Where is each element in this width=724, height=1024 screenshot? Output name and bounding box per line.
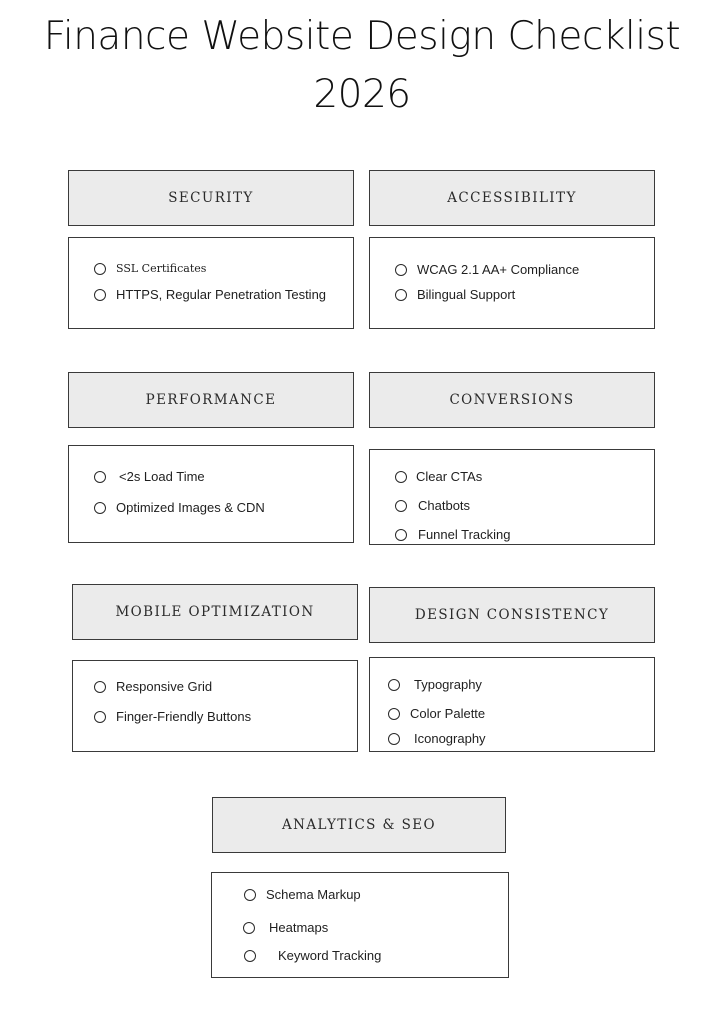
- checklist-item-label: Typography: [414, 677, 482, 692]
- checkbox-circle-icon[interactable]: [94, 502, 106, 514]
- checklist-card-conversions: [369, 449, 655, 545]
- checkbox-circle-icon[interactable]: [94, 681, 106, 693]
- checkbox-circle-icon[interactable]: [94, 711, 106, 723]
- checklist-item[interactable]: [94, 287, 326, 302]
- checklist-item-label: Iconography: [414, 731, 486, 746]
- checklist-item[interactable]: [244, 887, 361, 902]
- checklist-item[interactable]: [94, 500, 265, 515]
- checklist-item-label: Responsive Grid: [116, 679, 213, 694]
- checklist-item[interactable]: [94, 469, 205, 484]
- checklist-item[interactable]: [243, 920, 328, 935]
- checkbox-circle-icon[interactable]: [395, 500, 407, 512]
- checklist-item[interactable]: [388, 706, 485, 721]
- checklist-card-analytics-seo: [211, 872, 509, 978]
- section-heading: ANALYTICS & SEO: [281, 817, 436, 833]
- section-header-design-consistency: [369, 587, 655, 643]
- checkbox-circle-icon[interactable]: [395, 529, 407, 541]
- checkbox-circle-icon[interactable]: [395, 289, 407, 301]
- checkbox-circle-icon[interactable]: [244, 889, 256, 901]
- checklist-item[interactable]: [244, 948, 381, 963]
- checkbox-circle-icon[interactable]: [94, 289, 106, 301]
- checklist-item[interactable]: [388, 677, 482, 692]
- checklist-item-label: Color Palette: [410, 706, 486, 721]
- checkbox-circle-icon[interactable]: [388, 679, 400, 691]
- section-heading: MOBILE OPTIMIZATION: [115, 604, 315, 620]
- checklist-item[interactable]: [395, 287, 515, 302]
- checkbox-circle-icon[interactable]: [94, 471, 106, 483]
- checklist-item-label: Schema Markup: [266, 887, 361, 902]
- section-header-accessibility: [369, 170, 655, 226]
- checklist-card-performance: [68, 445, 354, 543]
- checklist-item[interactable]: [94, 262, 206, 275]
- section-header-conversions: [369, 372, 655, 428]
- checklist-item-label: Heatmaps: [269, 920, 329, 935]
- checkbox-circle-icon[interactable]: [388, 708, 400, 720]
- section-heading: PERFORMANCE: [145, 392, 277, 408]
- checklist-item-label: HTTPS, Regular Penetration Testing: [116, 287, 327, 302]
- checklist-item-label: WCAG 2.1 AA+ Compliance: [417, 262, 580, 277]
- section-header-security: [68, 170, 354, 226]
- section-heading: DESIGN CONSISTENCY: [414, 607, 610, 623]
- checklist-item[interactable]: [395, 527, 511, 542]
- checklist-item-label: Optimized Images & CDN: [116, 500, 265, 515]
- checklist-item-label: Chatbots: [418, 498, 471, 513]
- checklist-item[interactable]: [388, 731, 486, 746]
- checklist-card-mobile-optimization: [72, 660, 358, 752]
- checkbox-circle-icon[interactable]: [395, 471, 407, 483]
- checklist-item-label: <2s Load Time: [119, 469, 205, 484]
- checkbox-circle-icon[interactable]: [244, 950, 256, 962]
- checklist-item[interactable]: [395, 498, 470, 513]
- checklist-item[interactable]: [395, 469, 482, 484]
- section-header-mobile-optimization: [72, 584, 358, 640]
- checklist-item-label: Funnel Tracking: [418, 527, 511, 542]
- checkbox-circle-icon[interactable]: [94, 263, 106, 275]
- checkbox-circle-icon[interactable]: [395, 264, 407, 276]
- checklist-item[interactable]: [395, 262, 579, 277]
- section-heading: CONVERSIONS: [449, 392, 575, 408]
- checklist-card-accessibility: [369, 237, 655, 329]
- checkbox-circle-icon[interactable]: [243, 922, 255, 934]
- page-title: [0, 8, 724, 124]
- section-header-performance: [68, 372, 354, 428]
- checklist-item-label: SSL Certificates: [116, 262, 207, 275]
- checklist-item[interactable]: [94, 709, 251, 724]
- page-title-line-1: Finance Website Design Checklist: [43, 14, 681, 59]
- checklist-item-label: Keyword Tracking: [278, 948, 382, 963]
- section-heading: SECURITY: [168, 190, 254, 206]
- page-title-line-2: 2026: [313, 72, 411, 117]
- checklist-item-label: Clear CTAs: [416, 469, 483, 484]
- checklist-card-security: [68, 237, 354, 329]
- section-header-analytics-seo: [212, 797, 506, 853]
- checklist-card-design-consistency: [369, 657, 655, 752]
- checklist-item[interactable]: [94, 679, 212, 694]
- section-heading: ACCESSIBILITY: [447, 190, 577, 206]
- checkbox-circle-icon[interactable]: [388, 733, 400, 745]
- checklist-item-label: Bilingual Support: [417, 287, 516, 302]
- checklist-item-label: Finger-Friendly Buttons: [116, 709, 252, 724]
